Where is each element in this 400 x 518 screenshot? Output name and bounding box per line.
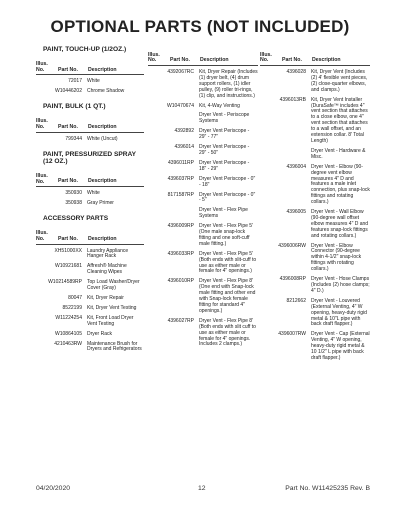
part-number: 4396008RP — [279, 276, 306, 283]
footer-page-number: 12 — [198, 485, 206, 492]
header-illus: Illus. No. — [36, 173, 48, 185]
header-description: Description — [88, 178, 117, 185]
part-number — [148, 208, 199, 220]
part-description: Dryer Vent - Flex Pipe 5' (Both ends with slit-cuff to use as either male or female for 4" openings.) — [199, 250, 257, 275]
part-number: 72017 — [68, 78, 82, 85]
part-number: 4396013RB — [279, 96, 306, 103]
header-illus: Illus. No. — [36, 61, 48, 73]
part-description: White — [87, 78, 100, 85]
part-number: 4396033RP — [167, 250, 194, 257]
part-description: Dryer Vent - Elbow Connector (90-degree within 4-1/2" snap-lock fittings with rotating collars.) — [311, 242, 362, 273]
part-description: Kit, Dryer Vent Installer (DuraSafe™ includes 4" vent section that attaches to a close elbow, one 4" vent section that attaches to a wall offset, and an extension collar. 8' Total Length) — [311, 96, 368, 144]
part-number: 350930 — [65, 190, 82, 197]
header-part-no: Part No. — [282, 57, 302, 64]
part-number: W10470674 — [167, 102, 194, 109]
header-part-no: Part No. — [58, 178, 78, 185]
part-number: 4396028 — [286, 69, 306, 75]
header-part-no: Part No. — [58, 66, 78, 73]
part-description: Dryer Rack — [87, 330, 113, 337]
header-illus: Illus. No. — [36, 230, 48, 242]
part-number: 8522199 — [62, 304, 82, 311]
table-row — [148, 319, 258, 349]
table-header — [148, 46, 258, 66]
table-row — [148, 161, 258, 173]
part-description: Dryer Vent Periscope - 0" - 5" — [199, 191, 256, 204]
part-description: Chrome Shadow — [87, 88, 125, 95]
part-description: White — [87, 190, 100, 197]
part-number: 8212662 — [286, 297, 306, 304]
table-row — [36, 89, 144, 95]
column-right — [260, 46, 370, 366]
header-description: Description — [88, 235, 117, 242]
part-description: Dryer Vent - Louvered (External Venting, 4" W opening, heavy-duty rigid metal & 10"L pipe with back draft flapper.) — [311, 297, 367, 328]
part-number: 799344 — [65, 135, 82, 142]
part-description: Laundry Appliance Hanger Rack — [87, 247, 129, 260]
table-row — [36, 332, 144, 338]
part-description: Dryer Vent - Flex Pipe 8' (One end with Snap-lock male fitting and other end with Snap-lock female fitting for standard 4" openings.) — [199, 278, 256, 314]
header-description: Description — [200, 57, 229, 64]
table-row — [148, 177, 258, 189]
table-row — [148, 70, 258, 100]
part-number: 4396011RP — [167, 159, 194, 166]
header-part-no: Part No. — [58, 123, 78, 130]
part-number: 4396037RP — [167, 175, 194, 182]
section-paint-bulk — [36, 103, 144, 142]
table-row — [36, 191, 144, 197]
part-description: Kit, Dryer Repair (Includes (1) dryer belt, (4) drum support rollers, (1) idler pulley, (9) roller tri-rings, (1) clip, and instructions.) — [199, 69, 258, 99]
table-row — [260, 210, 370, 240]
part-description: Dryer Vent - Hardware & Misc. — [311, 147, 366, 160]
part-number: 4396004 — [286, 163, 306, 170]
section-title: PAINT, TOUCH-UP (1/2OZ.) — [43, 46, 127, 53]
part-number: 4392067RC — [167, 69, 194, 75]
table-row — [148, 252, 258, 276]
header-description: Description — [88, 123, 117, 130]
part-number: W10921681 — [55, 263, 82, 270]
part-description: Dryer Vent Periscope - 29" - 50" — [199, 144, 250, 156]
part-number: 4396014 — [174, 144, 194, 151]
table-row — [260, 98, 370, 145]
table-row — [260, 332, 370, 362]
part-description: Dryer Vent - Flex Pipe 8' (Both ends with slit cuff to use as either male or female for 4" openings. Includes 2 clamps.) — [199, 317, 256, 348]
part-number — [148, 113, 199, 125]
part-number: W10446202 — [55, 88, 82, 95]
table-row — [36, 342, 144, 354]
table-header — [36, 167, 144, 187]
table-header — [36, 113, 144, 133]
part-description: Top Load Washer/Dryer Cover (Gray) — [87, 279, 140, 292]
header-illus: Illus. No. — [36, 118, 48, 131]
part-description: Kit, Dryer Vent (Includes (2) 4' flexible vent pieces, (2) close-quarter elbows, and clamps.) — [311, 69, 368, 93]
part-description: Dryer Vent - Cap (External Venting, 4" W opening, heavy-duty rigid metal & 10 1/2" L pipe with back draft flapper.) — [311, 331, 370, 361]
footer-part-number: Part No. W11425235 Rev. B — [285, 485, 370, 492]
part-number: 4392892 — [174, 128, 194, 135]
part-description: Kit, Dryer Repair — [87, 295, 124, 301]
part-number: 4396006RW — [278, 242, 306, 249]
part-description: Dryer Vent Periscope - 0" - 18" — [199, 175, 256, 188]
column-left — [36, 46, 144, 357]
part-description: Affresh® Machine Cleaning Wipes — [87, 263, 127, 276]
part-number: W10214589RP — [48, 279, 82, 286]
part-number: XH51000XX — [54, 247, 82, 254]
header-part-no: Part No. — [58, 235, 78, 242]
table-row — [260, 277, 370, 295]
section-title: PAINT, PRESSURIZED SPRAY (12 OZ.) — [43, 150, 136, 165]
part-number: 4396010RP — [167, 278, 194, 285]
section-title: PAINT, BULK (1 QT.) — [43, 103, 106, 111]
table-row — [260, 244, 370, 274]
header-part-no: Part No. — [170, 57, 190, 64]
part-number: 4396009RP — [167, 223, 194, 230]
part-number: W10864105 — [55, 330, 82, 337]
part-description: Dryer Vent Periscope - 18" - 29" — [199, 159, 250, 172]
part-number: 8171587RP — [167, 191, 194, 198]
part-description: Kit, Front Load Dryer Vent Testing — [87, 314, 134, 327]
part-description: Dryer Vent - Hose Clamps (Includes (2) hose clamps; 4" D.) — [311, 276, 370, 294]
part-number: 4210463RW — [54, 340, 82, 347]
section-paint-touch-up — [36, 46, 144, 95]
header-description: Description — [312, 57, 341, 64]
table-row — [36, 296, 144, 302]
table-row — [148, 145, 258, 157]
part-number: W11224254 — [55, 314, 82, 321]
part-description: White (Uncut) — [87, 135, 118, 142]
part-number — [260, 149, 311, 161]
page-title: OPTIONAL PARTS (NOT INCLUDED) — [50, 17, 350, 36]
table-row — [36, 201, 144, 207]
section-title: ACCESSORY PARTS — [43, 215, 109, 223]
part-number: 4396027RP — [167, 317, 194, 324]
part-description: Kit, 4-Way Venting — [199, 102, 240, 109]
table-row — [36, 79, 144, 85]
table-row — [260, 70, 370, 94]
table-row — [260, 165, 370, 206]
section-paint-pressurized-spray — [36, 151, 144, 208]
part-number: 350938 — [65, 200, 82, 207]
column-middle — [148, 46, 258, 352]
table-row — [36, 264, 144, 276]
part-description: Dryer Vent - Periscope Systems — [199, 112, 250, 125]
footer-date: 04/20/2020 — [36, 485, 71, 492]
header-illus: Illus. No. — [260, 51, 272, 64]
table-row — [36, 316, 144, 328]
part-number: 80047 — [68, 295, 82, 301]
table-row — [260, 149, 370, 161]
part-description: Dryer Vent - Flex Pipe Systems — [199, 207, 248, 220]
table-row — [36, 280, 144, 292]
part-description: Dryer Vent Periscope - 29" - 77" — [199, 128, 250, 141]
table-row — [148, 279, 258, 314]
table-row — [260, 299, 370, 329]
table-row — [148, 224, 258, 248]
header-illus: Illus. No. — [148, 51, 160, 64]
part-description: Maintenance Brush for Dryers and Refrigerators — [87, 340, 142, 353]
section-accessory-parts — [36, 215, 144, 353]
part-number: 4396007RW — [278, 331, 306, 338]
part-description: Gray Primer — [87, 200, 114, 207]
part-number: 4396005 — [286, 209, 306, 216]
table-header — [260, 46, 370, 66]
table-header — [36, 225, 144, 245]
table-row — [148, 129, 258, 141]
table-header — [36, 55, 144, 75]
table-row — [148, 113, 258, 125]
table-row — [148, 193, 258, 205]
table-row — [148, 208, 258, 220]
table-row — [36, 249, 144, 261]
part-description: Dryer Vent - Wall Elbow (90-degree wall offset elbow measures 4" D and features snap-lock fittings and rotating collars.) — [311, 209, 369, 239]
table-row — [36, 137, 144, 143]
header-description: Description — [88, 66, 117, 73]
table-row — [148, 104, 258, 110]
table-row — [36, 306, 144, 312]
part-description: Dryer Vent - Flex Pipe 5' (One male snap-lock fitting and one soft-cuff male fitting.) — [199, 223, 254, 247]
part-description: Kit, Dryer Vent Testing — [87, 304, 137, 311]
part-description: Dryer Vent - Elbow (90-degree vent elbow measures 4" D and features a male inlet connection, plus snap-lock fittings and rotating collars.) — [311, 163, 370, 206]
